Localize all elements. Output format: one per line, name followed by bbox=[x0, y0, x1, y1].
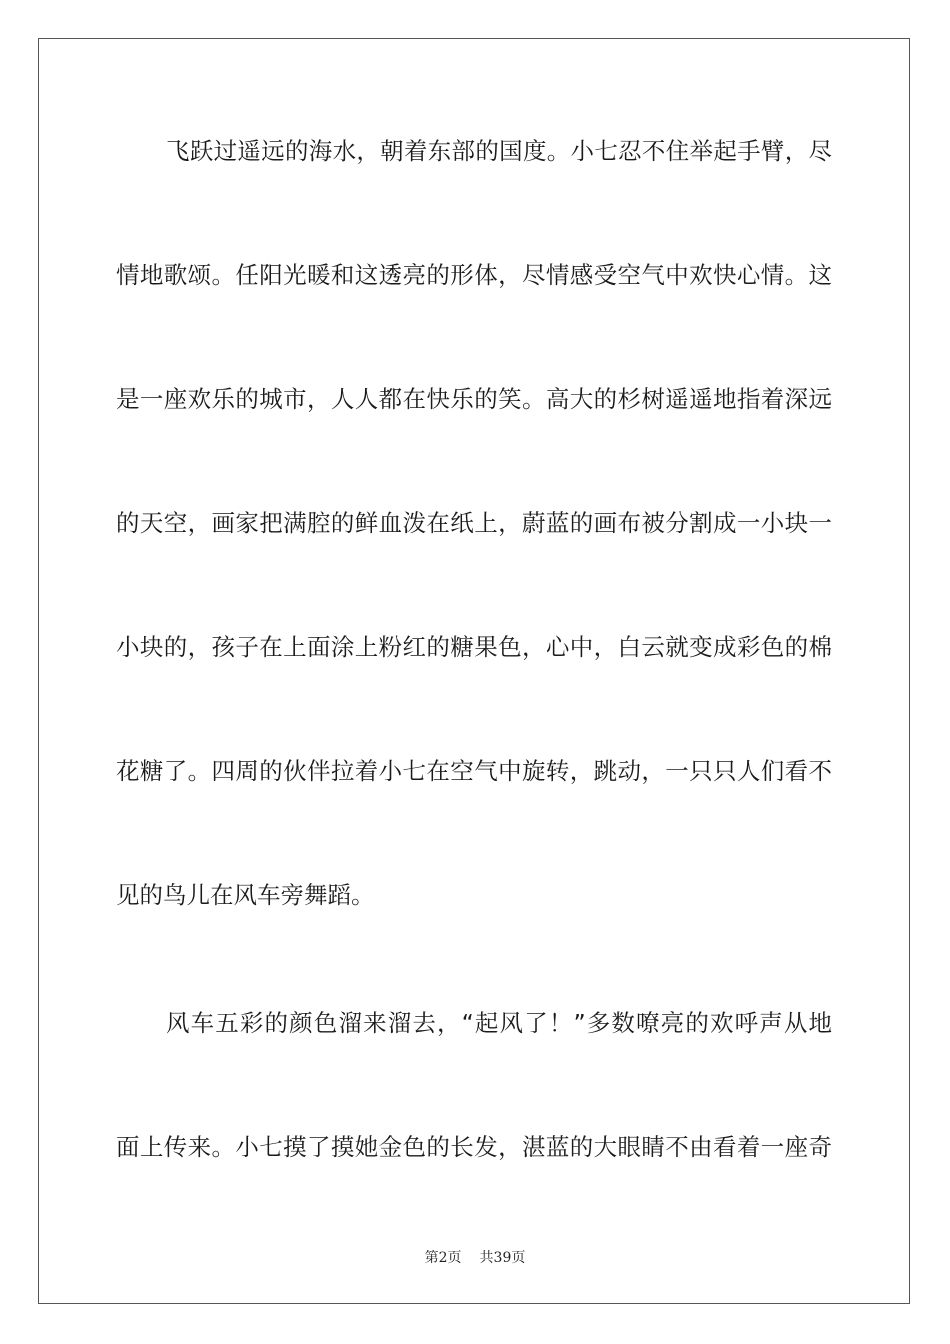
text-line-3: 是一座欢乐的城市，人人都在快乐的笑。高大的杉树遥遥地指着深远 bbox=[116, 385, 832, 413]
page-number: 第2页 bbox=[424, 1250, 462, 1266]
text-line-2: 情地歌颂。任阳光暖和这透亮的形体，尽情感受空气中欢快心情。这 bbox=[116, 261, 832, 289]
page-footer bbox=[0, 1247, 950, 1267]
text-line-4: 的天空，画家把满腔的鲜血泼在纸上，蔚蓝的画布被分割成一小块一 bbox=[116, 509, 832, 537]
page-total: 共39页 bbox=[479, 1250, 526, 1266]
text-line-6: 花糖了。四周的伙伴拉着小七在空气中旋转，跳动，一只只人们看不 bbox=[116, 757, 832, 785]
text-line-5: 小块的，孩子在上面涂上粉红的糖果色，心中，白云就变成彩色的棉 bbox=[116, 633, 832, 661]
text-line-1: 飞跃过遥远的海水，朝着东部的国度。小七忍不住举起手臂，尽 bbox=[166, 137, 832, 165]
text-line-9: 面上传来。小七摸了摸她金色的长发，湛蓝的大眼睛不由看着一座奇 bbox=[116, 1133, 832, 1161]
text-line-8: 风车五彩的颜色溜来溜去，“起风了！”多数嘹亮的欢呼声从地 bbox=[166, 1009, 832, 1037]
text-line-7: 见的鸟儿在风车旁舞蹈。 bbox=[116, 881, 375, 909]
page-border bbox=[38, 38, 910, 1304]
